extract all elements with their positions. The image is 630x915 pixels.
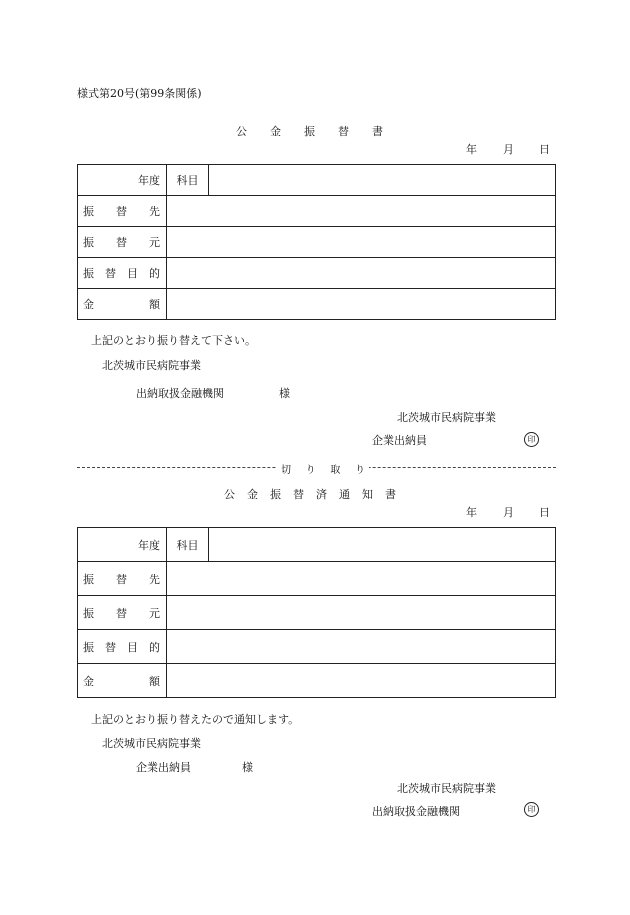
table-row: [78, 258, 556, 289]
request-text: 上記のとおり振り替えて下さい。: [91, 334, 256, 347]
transfer-table-1: [77, 164, 556, 320]
notice-text: 上記のとおり振り替えたので通知します。: [91, 713, 300, 726]
addressee-org-2: 北茨城市民病院事業: [102, 737, 201, 750]
subject-field[interactable]: [209, 528, 556, 562]
transfer-purpose-label: 振 替 目 的: [78, 630, 167, 664]
subject-field[interactable]: [209, 165, 556, 196]
transfer-from-field[interactable]: [167, 227, 556, 258]
sender-2: 出納取扱金融機関: [372, 805, 460, 818]
subject-label: 科目: [167, 528, 209, 562]
honorific-1: 様: [279, 387, 290, 400]
transfer-from-label: 振 替 元: [78, 596, 167, 630]
title-char: 公: [236, 125, 247, 138]
title-char: 書: [372, 125, 383, 138]
cut-line-label: 切 り 取 り: [277, 461, 369, 476]
transfer-from-label: 振 替 元: [78, 227, 167, 258]
title-char: 振: [304, 125, 315, 138]
title-char: 替: [293, 488, 304, 501]
transfer-to-label: 振 替 先: [78, 196, 167, 227]
cut-line: [77, 461, 556, 476]
transfer-table-2: [77, 527, 556, 698]
table-row: [78, 630, 556, 664]
date-month-2: 月: [503, 506, 514, 519]
title-char: 知: [362, 488, 373, 501]
subject-label: 科目: [167, 165, 209, 196]
amount-field[interactable]: [167, 664, 556, 698]
table-row: [78, 227, 556, 258]
sender-org-1: 北茨城市民病院事業: [397, 411, 496, 424]
addressee-2: 企業出納員: [136, 761, 191, 774]
table-row: [78, 596, 556, 630]
title-char: 通: [339, 488, 350, 501]
date-month-1: 月: [503, 143, 514, 156]
table-row: [78, 562, 556, 596]
sender-org-2: 北茨城市民病院事業: [397, 782, 496, 795]
table-row: [78, 289, 556, 320]
addressee-1: 出納取扱金融機関: [136, 387, 224, 400]
form-number: 様式第20号(第99条関係): [77, 87, 202, 100]
fiscal-year-label: 年度: [78, 528, 167, 562]
table-row: [78, 196, 556, 227]
title-1: [236, 123, 383, 139]
transfer-from-field[interactable]: [167, 596, 556, 630]
title-char: 替: [338, 125, 349, 138]
amount-field[interactable]: [167, 289, 556, 320]
title-char: 済: [316, 488, 327, 501]
date-day-2: 日: [539, 506, 550, 519]
amount-label: 金 額: [78, 289, 167, 320]
table-row: [78, 165, 556, 196]
transfer-purpose-field[interactable]: [167, 630, 556, 664]
amount-label: 金 額: [78, 664, 167, 698]
transfer-to-field[interactable]: [167, 562, 556, 596]
transfer-purpose-label: 振 替 目 的: [78, 258, 167, 289]
seal-icon: 印: [524, 802, 539, 817]
transfer-purpose-field[interactable]: [167, 258, 556, 289]
transfer-to-label: 振 替 先: [78, 562, 167, 596]
title-char: 金: [247, 488, 258, 501]
date-year-2: 年: [466, 506, 477, 519]
fiscal-year-label: 年度: [78, 165, 167, 196]
title-char: 書: [385, 488, 396, 501]
seal-icon: 印: [524, 432, 539, 447]
table-row: [78, 528, 556, 562]
date-year-1: 年: [466, 143, 477, 156]
title-2: [224, 486, 396, 502]
title-char: 公: [224, 488, 235, 501]
title-char: 振: [270, 488, 281, 501]
transfer-to-field[interactable]: [167, 196, 556, 227]
addressee-org-1: 北茨城市民病院事業: [102, 359, 201, 372]
honorific-2: 様: [242, 761, 253, 774]
date-day-1: 日: [539, 143, 550, 156]
table-row: [78, 664, 556, 698]
sender-1: 企業出納員: [372, 434, 427, 447]
title-char: 金: [270, 125, 281, 138]
